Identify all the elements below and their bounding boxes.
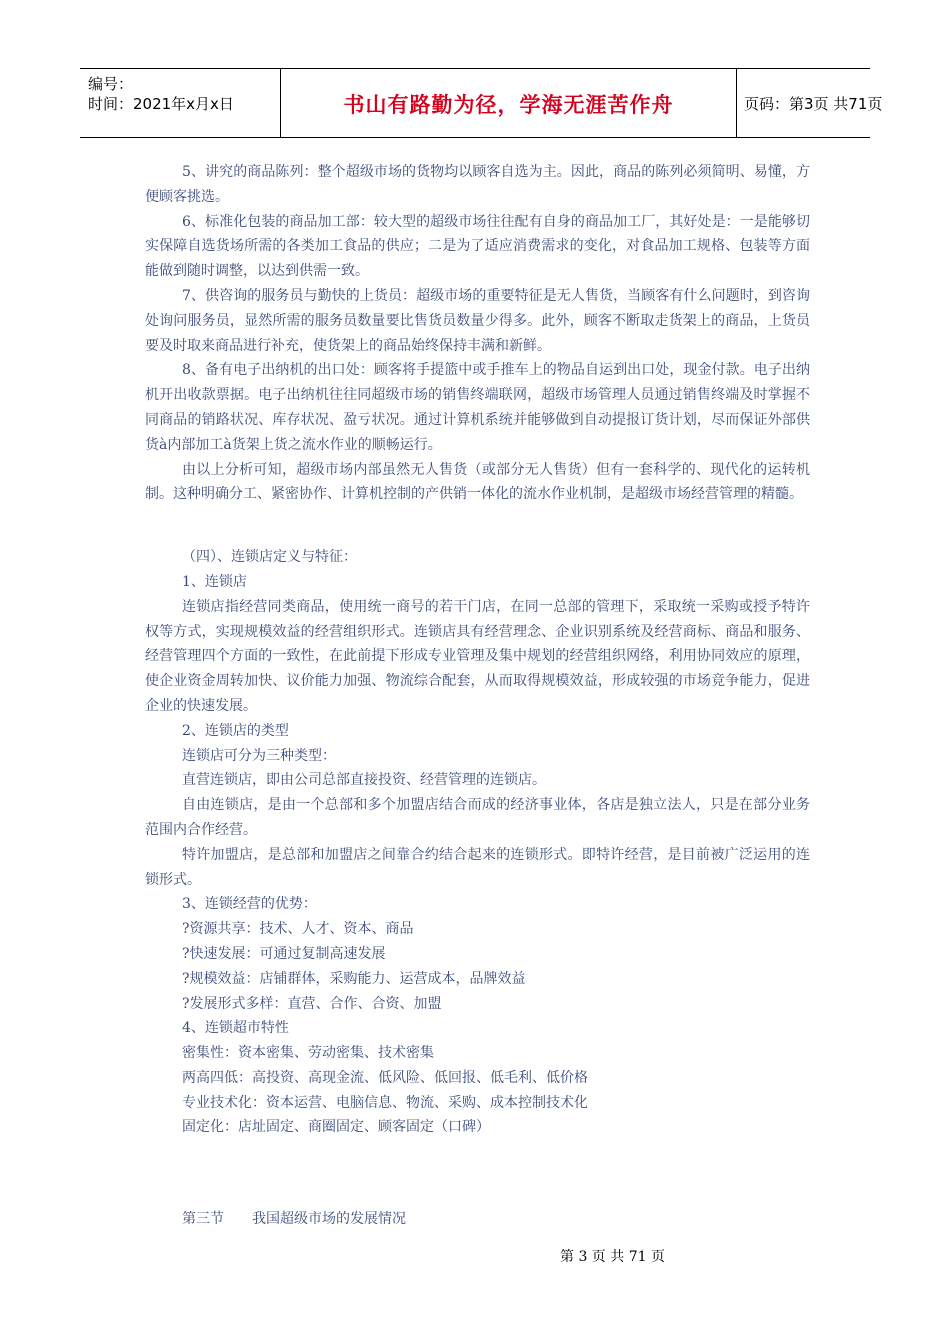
page-header	[80, 68, 883, 138]
header-motto: 书山有路勤为径，学海无涯苦作舟	[343, 93, 674, 117]
header-meta-cell	[80, 69, 280, 137]
document-date-label: 时间：2021年x月x日	[88, 95, 234, 113]
characteristic-item: 两高四低：高投资、高现金流、低风险、低回报、低毛利、低价格	[182, 1069, 588, 1086]
advantage-item: ?发展形式多样：直营、合作、合资、加盟	[182, 995, 442, 1012]
paragraph-service-staff: 7、供咨询的服务员与勤快的上货员：超级市场的重要特征是无人售货，当顾客有什么问题时，到咨询处询问服务员，显然所需的服务员数量要比售货员数量少得多。此外，顾客不断取走货架上的商品，上货员要及时取来商品进行补充，使货架上的商品始终保持丰满和新鲜。	[145, 287, 810, 354]
advantage-item: ?规模效益：店铺群体，采购能力、运营成本，品牌效益	[182, 970, 526, 987]
paragraph-types-intro: 连锁店可分为三种类型：	[182, 747, 336, 764]
paragraph-merchandise-display: 5、讲究的商品陈列：整个超级市场的货物均以顾客自选为主。因此，商品的陈列必须简明、易懂，方便顾客挑选。	[145, 164, 810, 205]
item-heading-1: 1、连锁店	[182, 573, 247, 590]
paragraph-gap	[145, 507, 810, 545]
subsection-heading-chain-store: （四）、连锁店定义与特征：	[182, 549, 357, 566]
section-title: 第三节 我国超级市场的发展情况	[182, 1211, 406, 1227]
characteristic-item: 专业技术化：资本运营、电脑信息、物流、采购、成本控制技术化	[182, 1094, 588, 1111]
paragraph-direct-store: 直营连锁店，即由公司总部直接投资、经营管理的连锁店。	[182, 772, 546, 789]
header-page-info: 页码：第3页 共71页	[744, 95, 883, 113]
characteristic-item: 固定化：店址固定、商圈固定、顾客固定（口碑）	[182, 1119, 490, 1136]
paragraph-summary: 由以上分析可知，超级市场内部虽然无人售货（或部分无人售货）但有一套科学的、现代化的运转机制。这种明确分工、紧密协作、计算机控制的产供销一体化的流水作业机制，是超级市场经营管理的精髓。	[145, 461, 810, 503]
paragraph-voluntary-chain: 自由连锁店，是由一个总部和多个加盟店结合而成的经济事业体，各店是独立法人，只是在部分业务范围内合作经营。	[145, 797, 810, 838]
advantage-item: ?资源共享：技术、人才、资本、商品	[182, 921, 414, 938]
item-heading-2: 2、连锁店的类型	[182, 722, 289, 739]
header-motto-cell	[280, 69, 737, 137]
document-number-label: 编号：	[88, 75, 134, 93]
document-body	[145, 160, 810, 1140]
header-page-cell	[736, 69, 883, 137]
paragraph-chain-definition: 连锁店指经营同类商品，使用统一商号的若干门店，在同一总部的管理下，采取统一采购或授予特许权等方式，实现规模效益的经营组织形式。连锁店具有经营理念、企业识别系统及经营商标、商品和服务、经营管理四个方面的一致性，在此前提下形成专业管理及集中规划的经营组织网络，利用协同效应的原理，使企业资金周转加快、议价能力加强、物流综合配套，从而取得规模效益，形成较强的市场竞争能力，促进企业的快速发展。	[145, 598, 810, 714]
characteristic-item: 密集性：资本密集、劳动密集、技术密集	[182, 1045, 434, 1062]
item-heading-4: 4、连锁超市特性	[182, 1020, 289, 1037]
advantage-item: ?快速发展：可通过复制高速发展	[182, 945, 386, 962]
paragraph-franchise: 特许加盟店，是总部和加盟店之间靠合约结合起来的连锁形式。即特许经营，是目前被广泛运用的连锁形式。	[145, 846, 810, 888]
paragraph-processing-department: 6、标准化包装的商品加工部：较大型的超级市场往往配有自身的商品加工厂，其好处是：一是能够切实保障自选货场所需的各类加工食品的供应；二是为了适应消费需求的变化，对食品加工规格、包装等方面能做到随时调整，以达到供需一致。	[145, 213, 810, 280]
paragraph-checkout: 8、备有电子出纳机的出口处：顾客将手提篮中或手推车上的物品自运到出口处，现金付款。电子出纳机开出收款票据。电子出纳机往往同超级市场的销售终端联网，超级市场管理人员通过销售终端及时掌握不同商品的销路状况、库存状况、盈亏状况。通过计算机系统并能够做到自动提报订货计划，尽而保证外部供货à内部加工à货架上货之流水作业的顺畅运行。	[145, 362, 810, 453]
page-footer: 第 3 页 共 71 页	[560, 1249, 665, 1265]
item-heading-3: 3、连锁经营的优势：	[182, 896, 317, 913]
